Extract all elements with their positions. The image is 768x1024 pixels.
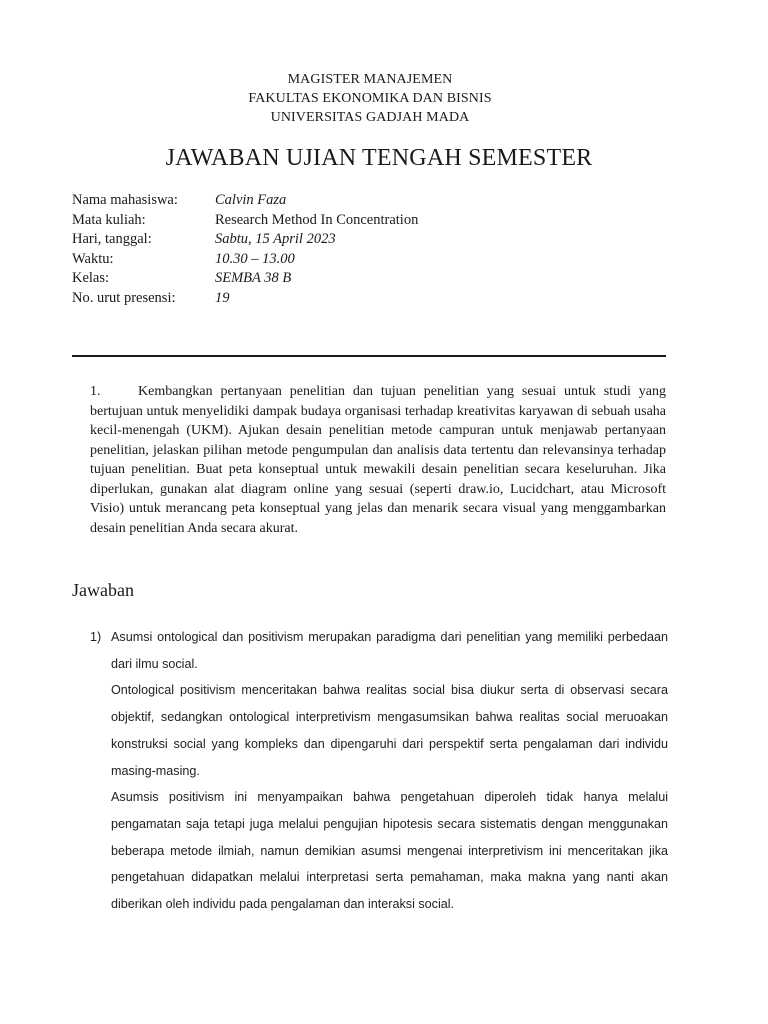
info-label: Waktu: (72, 250, 114, 267)
program-name: MAGISTER MANAJEMEN (287, 72, 453, 87)
info-row-class (72, 269, 672, 289)
attendance-number: 19 (215, 289, 230, 306)
info-label: Nama mahasiswa: (72, 192, 178, 208)
exam-question (90, 382, 666, 538)
info-row-name (72, 191, 672, 211)
info-row-attendance (72, 289, 672, 309)
institution-header (0, 70, 740, 127)
exam-date: Sabtu, 15 April 2023 (215, 231, 336, 247)
answer-number: 1) (90, 630, 102, 644)
info-row-course (72, 211, 672, 231)
info-row-time (72, 250, 672, 270)
document-title: JAWABAN UJIAN TENGAH SEMESTER (165, 145, 593, 171)
answer-heading: Jawaban (72, 580, 134, 600)
question-text: Kembangkan pertanyaan penelitian dan tujuan penelitian yang sesuai untuk studi yang bertujuan untuk menyelidiki dampak budaya organisasi terhadap kreativitas karyawan di sebuah usaha kecil-menengah (UKM). Ajukan desain penelitian metode campuran untuk menjawab pertanyaan penelitian, jelaskan pilihan metode pengumpulan dan analisis data tertentu dan relevansinya terhadap tujuan penelitian. Buat peta konseptual untuk mewakili desain penelitian secara keseluruhan. Jika diperlukan, gunakan alat diagram online yang sesuai (seperti draw.io, Lucidchart, atau Microsoft Visio) untuk merancang peta konseptual yang jelas dan menarik secara visual yang menggambarkan desain penelitian Anda secara akurat. (90, 384, 666, 536)
info-label: No. urut presensi: (72, 289, 176, 306)
horizontal-divider (72, 355, 666, 357)
university-name: UNIVERSITAS GADJAH MADA (270, 110, 470, 125)
info-row-date (72, 230, 672, 250)
faculty-name: FAKULTAS EKONOMIKA DAN BISNIS (248, 91, 492, 106)
exam-time: 10.30 – 13.00 (215, 250, 295, 267)
question-number: 1. (90, 384, 101, 399)
info-label: Kelas: (72, 270, 110, 286)
answer-paragraph: Ontological positivism menceritakan bahwa realitas social bisa diukur serta di observasi secara objektif, sedangkan ontological interpretivism mengasumsikan bahwa realitas social meruoakan konstruksi social yang kompleks dan dipengaruhi dari perspektif serta pengalaman dari individu masing-masing. (111, 683, 668, 778)
student-name: Calvin Faza (215, 192, 287, 208)
answer-paragraph: Asumsis positivism ini menyampaikan bahwa pengetahuan diperoleh tidak hanya melalui pengamatan saja tetapi juga melalui pengujian hipotesis secara sistematis dengan menggunakan beberapa metode ilmiah, namun demikian asumsi mengenai interpretivism ini menceritakan jika pengetahuan didapatkan melalui interpretasi serta pemahaman, maka makna yang nanti akan diberikan oleh individu pada pengalaman dan interaksi social. (111, 790, 668, 912)
answer-body (90, 624, 668, 918)
student-info (72, 191, 672, 308)
class-name: SEMBA 38 B (215, 270, 292, 286)
info-label: Hari, tanggal: (72, 231, 152, 247)
info-label: Mata kuliah: (72, 211, 146, 228)
answer-paragraph: Asumsi ontological dan positivism merupakan paradigma dari penelitian yang memiliki perbedaan dari ilmu social. (111, 630, 668, 671)
course-name: Research Method In Concentration (215, 211, 419, 228)
